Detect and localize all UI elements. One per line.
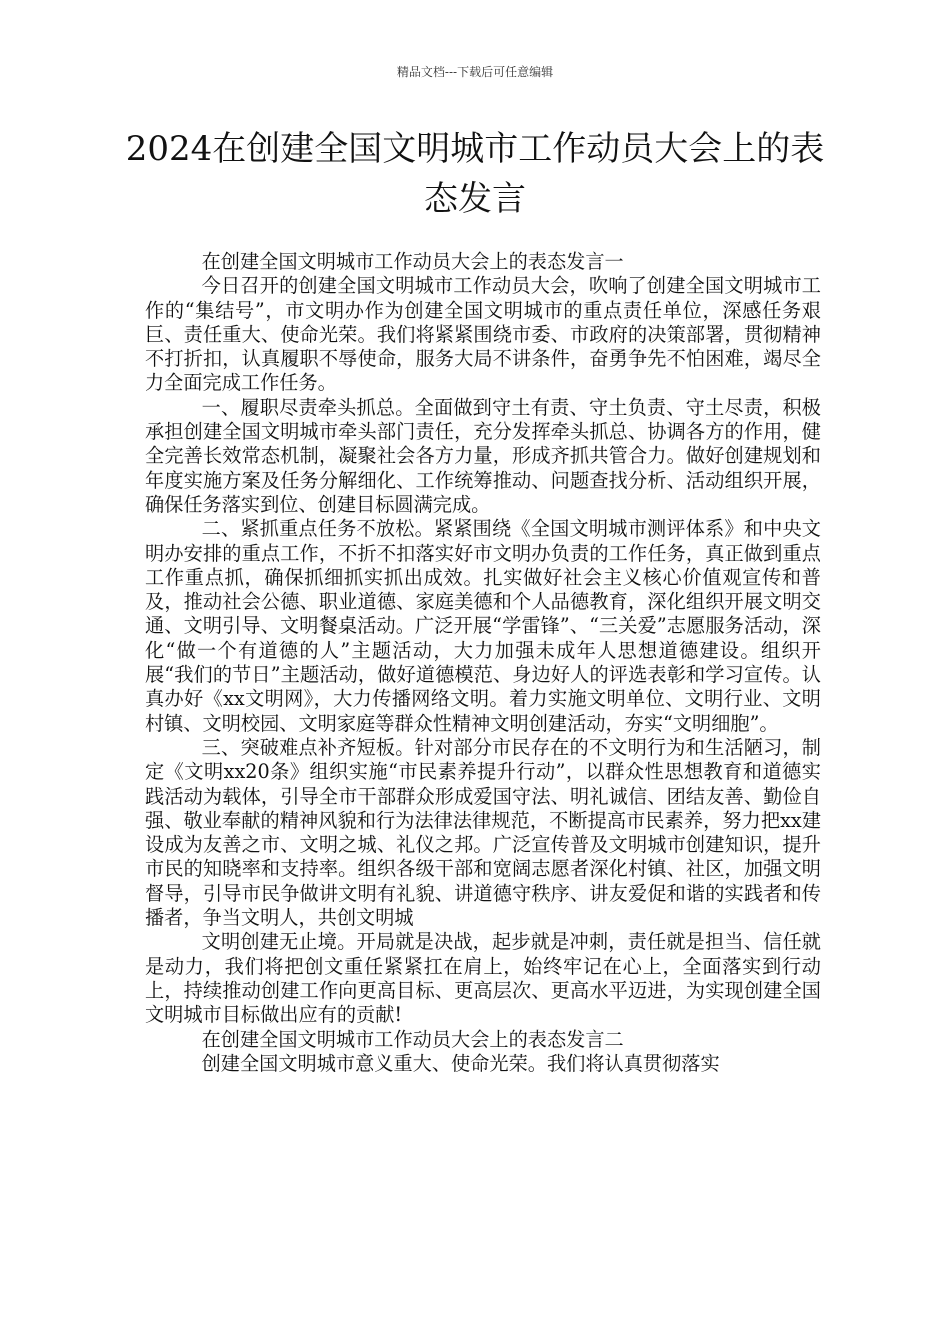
paragraph: 今日召开的创建全国文明城市工作动员大会，吹响了创建全国文明城市工作的“集结号”，市文明办作为创建全国文明城市的重点责任单位，深感任务艰巨、责任重大、使命光荣。我们将紧紧围绕市委、市政府的决策部署，贯彻精神不打折扣，认真履职不辱使命，服务大局不讲条件，奋勇争先不怕困难，竭尽全力全面完成工作任务。 xyxy=(145,274,821,395)
paragraph: 三、突破难点补齐短板。针对部分市民存在的不文明行为和生活陋习，制定《文明xx20条》组织实施“市民素养提升行动”，以群众性思想教育和道德实践活动为载体，引导全市干部群众形成爱国守法、明礼诚信、团结友善、勤俭自强、敬业奉献的精神风貌和行为法律法律规范，不断提高市民素养，努力把xx建设成为友善之市、文明之城、礼仪之邦。广泛宣传普及文明城市创建知识，提升市民的知晓率和支持率。组织各级干部和宽阔志愿者深化村镇、社区，加强文明督导，引导市民争做讲文明有礼貌、讲道德守秩序、讲友爱促和谐的实践者和传播者，争当文明人，共创文明城 xyxy=(145,735,821,930)
document-title: 2024在创建全国文明城市工作动员大会上的表态发言 xyxy=(125,129,825,219)
paragraph: 创建全国文明城市意义重大、使命光荣。我们将认真贯彻落实 xyxy=(201,1051,720,1075)
document-body xyxy=(145,250,821,1076)
header-note: 精品文档---下载后可任意编辑 xyxy=(396,65,554,79)
paragraph: 二、紧抓重点任务不放松。紧紧围绕《全国文明城市测评体系》和中央文明办安排的重点工作，不折不扣落实好市文明办负责的工作任务，真正做到重点工作重点抓，确保抓细抓实抓出成效。扎实做好社会主义核心价值观宣传和普及，推动社会公德、职业道德、家庭美德和个人品德教育，深化组织开展文明交通、文明引导、文明餐桌活动。广泛开展“学雷锋”、“三关爱”志愿服务活动，深化“做一个有道德的人”主题活动，大力加强未成年人思想道德建设。组织开展“我们的节日”主题活动，做好道德模范、身边好人的评选表彰和学习宣传。认真办好《xx文明网》，大力传播网络文明。着力实施文明单位、文明行业、文明村镇、文明校园、文明家庭等群众性精神文明创建活动，夯实“文明细胞”。 xyxy=(145,517,821,735)
paragraph: 文明创建无止境。开局就是决战，起步就是冲刺，责任就是担当、信任就是动力，我们将把创文重任紧紧扛在肩上，始终牢记在心上，全面落实到行动上，持续推动创建工作向更高目标、更高层次、更高水平迈进，为实现创建全国文明城市目标做出应有的贡献! xyxy=(145,930,821,1027)
paragraph: 一、履职尽责牵头抓总。全面做到守土有责、守土负责、守土尽责，积极承担创建全国文明城市牵头部门责任，充分发挥牵头抓总、协调各方的作用，健全完善长效常态机制，凝聚社会各方力量，形成齐抓共管合力。做好创建规划和年度实施方案及任务分解细化、工作统筹推动、问题查找分析、活动组织开展，确保任务落实到位、创建目标圆满完成。 xyxy=(145,395,821,516)
paragraph: 在创建全国文明城市工作动员大会上的表态发言一 xyxy=(201,250,624,273)
paragraph: 在创建全国文明城市工作动员大会上的表态发言二 xyxy=(201,1027,624,1051)
